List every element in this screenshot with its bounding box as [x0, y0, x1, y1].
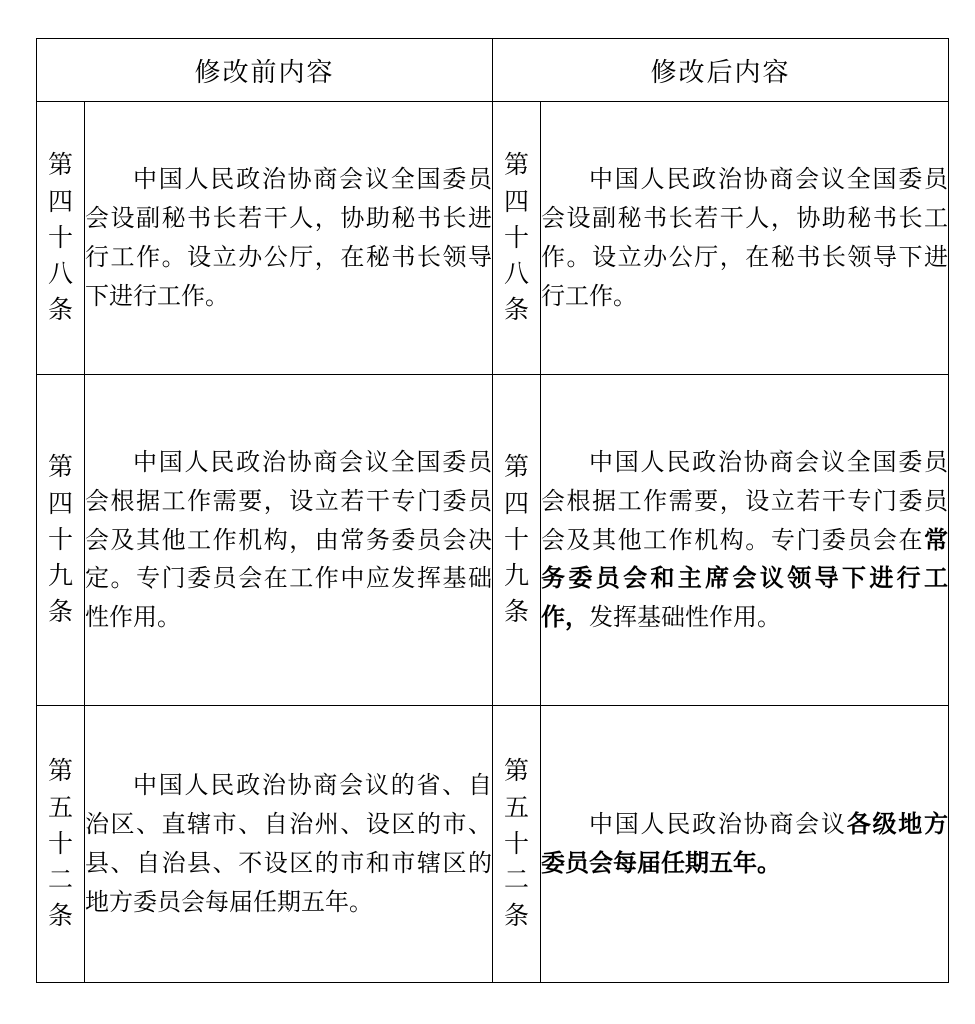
table-row	[37, 102, 949, 375]
table-row	[37, 375, 949, 706]
article-label-after: 第 四 十 九 条	[493, 375, 541, 706]
paragraph: 中国人民政治协商会议全国委员会设副秘书长若干人，协助秘书长工作。设立办公厅，在秘书长领导下进行工作。	[541, 165, 949, 310]
article-label-before: 第 五 十 二 条	[37, 706, 85, 983]
article-text-before	[85, 375, 493, 706]
article-label-after: 第 四 十 八 条	[493, 102, 541, 375]
article-text-after	[541, 706, 949, 983]
table-header-row	[37, 39, 949, 102]
article-text-after	[541, 375, 949, 706]
article-label-before: 第 四 十 八 条	[37, 102, 85, 375]
amendment-comparison-table	[36, 38, 949, 983]
comparison-table-wrapper	[36, 38, 948, 983]
article-text-before	[85, 706, 493, 983]
paragraph: 中国人民政治协商会议各级地方委员会每届任期五年。	[541, 809, 949, 877]
article-label-before: 第 四 十 九 条	[37, 375, 85, 706]
paragraph: 中国人民政治协商会议全国委员会根据工作需要，设立若干专门委员会及其他工作机构。专门委员会在常务委员会和主席会议领导下进行工作，发挥基础性作用。	[541, 447, 949, 632]
paragraph: 中国人民政治协商会议全国委员会设副秘书长若干人，协助秘书长进行工作。设立办公厅，在秘书长领导下进行工作。	[85, 165, 493, 310]
paragraph: 中国人民政治协商会议的省、自治区、直辖市、自治州、设区的市、县、自治县、不设区的市和市辖区的地方委员会每届任期五年。	[85, 771, 493, 916]
header-before-content: 修改前内容	[37, 39, 493, 102]
article-text-before	[85, 102, 493, 375]
article-text-after	[541, 102, 949, 375]
header-after-content: 修改后内容	[493, 39, 949, 102]
table-row	[37, 706, 949, 983]
paragraph: 中国人民政治协商会议全国委员会根据工作需要，设立若干专门委员会及其他工作机构，由常务委员会决定。专门委员会在工作中应发挥基础性作用。	[85, 447, 493, 632]
article-label-after: 第 五 十 二 条	[493, 706, 541, 983]
